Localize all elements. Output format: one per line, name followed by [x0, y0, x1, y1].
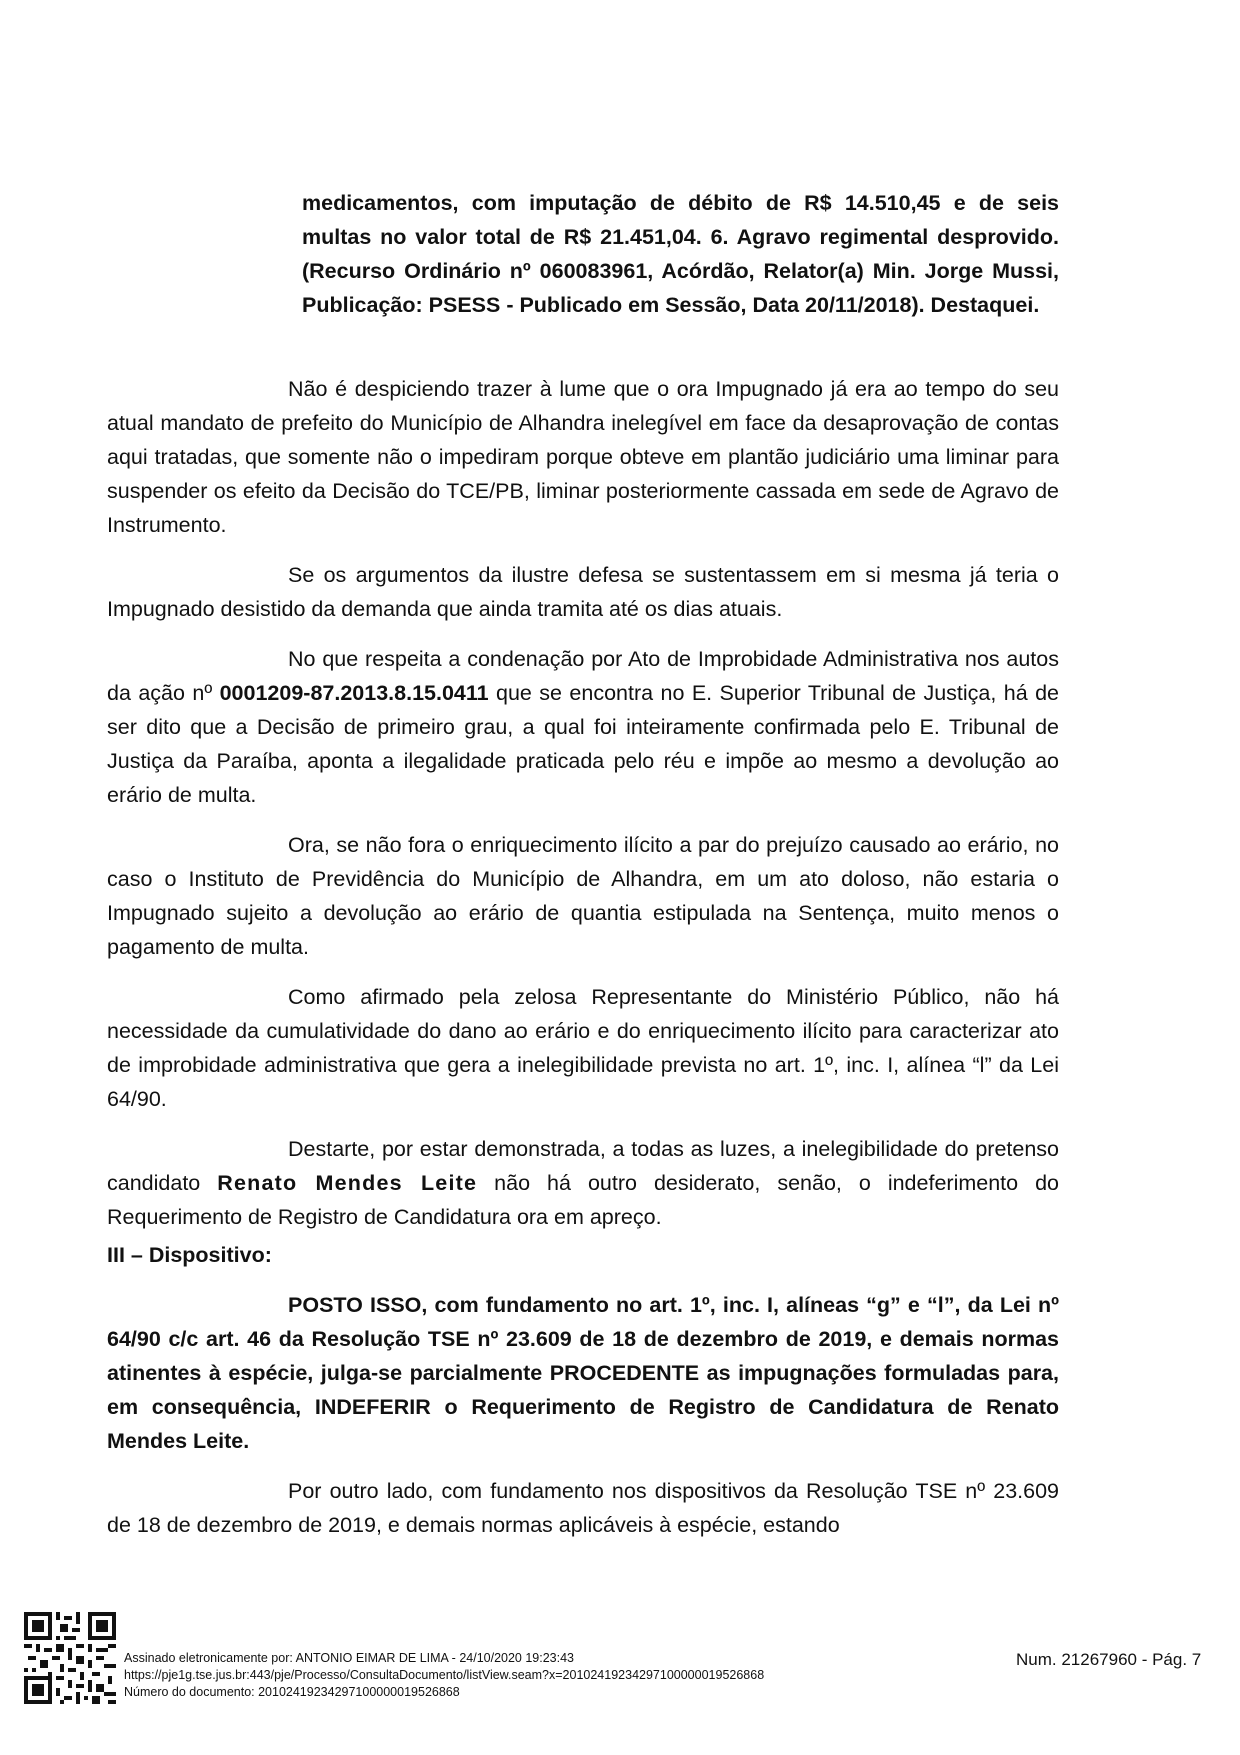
quoted-ruling-text: medicamentos, com imputação de débito de R$ 14.510,45 e de seis multas no valor total de R$ 21.451,04. 6. Agravo regimental desprovido. (Recurso Ordinário nº 060083961, Acórdão, Relator(a) Min. Jorge Mussi, Publicação: PSESS - Publicado em Sessão, Data 20/11/2018). Destaquei.: [302, 191, 1059, 317]
section-heading: III – Dispositivo:: [107, 1243, 272, 1267]
page-number: Num. 21267960 - Pág. 7: [1016, 1650, 1202, 1669]
paragraph-6-text-b: não há outro desiderato, senão, o indeferimento do Requerimento de Registro de Candidatura ora em apreço.: [107, 1171, 1060, 1229]
qr-code-icon: [24, 1612, 116, 1704]
dispositive-paragraph: POSTO ISSO, com fundamento no art. 1º, inc. I, alíneas “g” e “l”, da Lei nº 64/90 c/c art. 46 da Resolução TSE nº 23.609 de 18 de dezembro de 2019, e demais normas atinentes à espécie, julga-se parcialmente PROCEDENTE as impugnações formuladas para, em consequência, INDEFERIR o Requerimento de Registro de Candidatura de Renato Mendes Leite.: [107, 1293, 1059, 1453]
paragraph-3: [107, 642, 1059, 812]
process-number: 0001209-87.2013.8.15.0411: [219, 681, 489, 705]
paragraph-1: Não é despiciendo trazer à lume que o ora Impugnado já era ao tempo do seu atual mandato de prefeito do Município de Alhandra inelegível em face da desaprovação de contas aqui tratadas, que somente não o impediram porque obteve em plantão judiciário uma liminar para suspender os efeito da Decisão do TCE/PB, liminar posteriormente cassada em sede de Agravo de Instrumento.: [107, 377, 1059, 537]
paragraph-6: [107, 1132, 1059, 1234]
paragraph-3-text-a: No que respeita a condenação por Ato de Improbidade Administrativa nos autos da ação nº: [107, 647, 1059, 705]
paragraph-5: Como afirmado pela zelosa Representante do Ministério Público, não há necessidade da cumulatividade do dano ao erário e do enriquecimento ilícito para caracterizar ato de improbidade administrativa que gera a inelegibilidade prevista no art. 1º, inc. I, alínea “l” da Lei 64/90.: [107, 985, 1059, 1111]
quoted-ruling: [302, 186, 1059, 322]
paragraph-6-text-a: Destarte, por estar demonstrada, a todas as luzes, a inelegibilidade do pretenso candidato: [107, 1137, 1059, 1195]
signature-info: [124, 1650, 764, 1701]
candidate-name: Renato Mendes Leite: [217, 1171, 478, 1195]
paragraph-4: Ora, se não fora o enriquecimento ilícito a par do prejuízo causado ao erário, no caso o Instituto de Previdência do Município de Alhandra, em um ato doloso, não estaria o Impugnado sujeito a devolução ao erário de quantia estipulada na Sentença, muito menos o pagamento de multa.: [107, 833, 1059, 959]
signature-footer: [0, 1610, 1240, 1750]
document-number-line: Número do documento: 20102419234297100000019526868: [124, 1685, 460, 1699]
signed-by-line: Assinado eletronicamente por: ANTONIO EIMAR DE LIMA - 24/10/2020 19:23:43: [124, 1651, 575, 1665]
paragraph-8: Por outro lado, com fundamento nos dispositivos da Resolução TSE nº 23.609 de 18 de dezembro de 2019, e demais normas aplicáveis à espécie, estando: [107, 1479, 1059, 1537]
document-body: [107, 372, 1059, 1558]
document-url-line[interactable]: https://pje1g.tse.jus.br:443/pje/Processo/ConsultaDocumento/listView.seam?x=20102419234297100000019526868: [124, 1668, 765, 1682]
paragraph-2: Se os argumentos da ilustre defesa se sustentassem em si mesma já teria o Impugnado desistido da demanda que ainda tramita até os dias atuais.: [107, 563, 1059, 621]
paragraph-3-text-b: que se encontra no E. Superior Tribunal de Justiça, há de ser dito que a Decisão de primeiro grau, a qual foi inteiramente confirmada pelo E. Tribunal de Justiça da Paraíba, aponta a ilegalidade praticada pelo réu e impõe ao mesmo a devolução ao erário de multa.: [107, 681, 1059, 807]
